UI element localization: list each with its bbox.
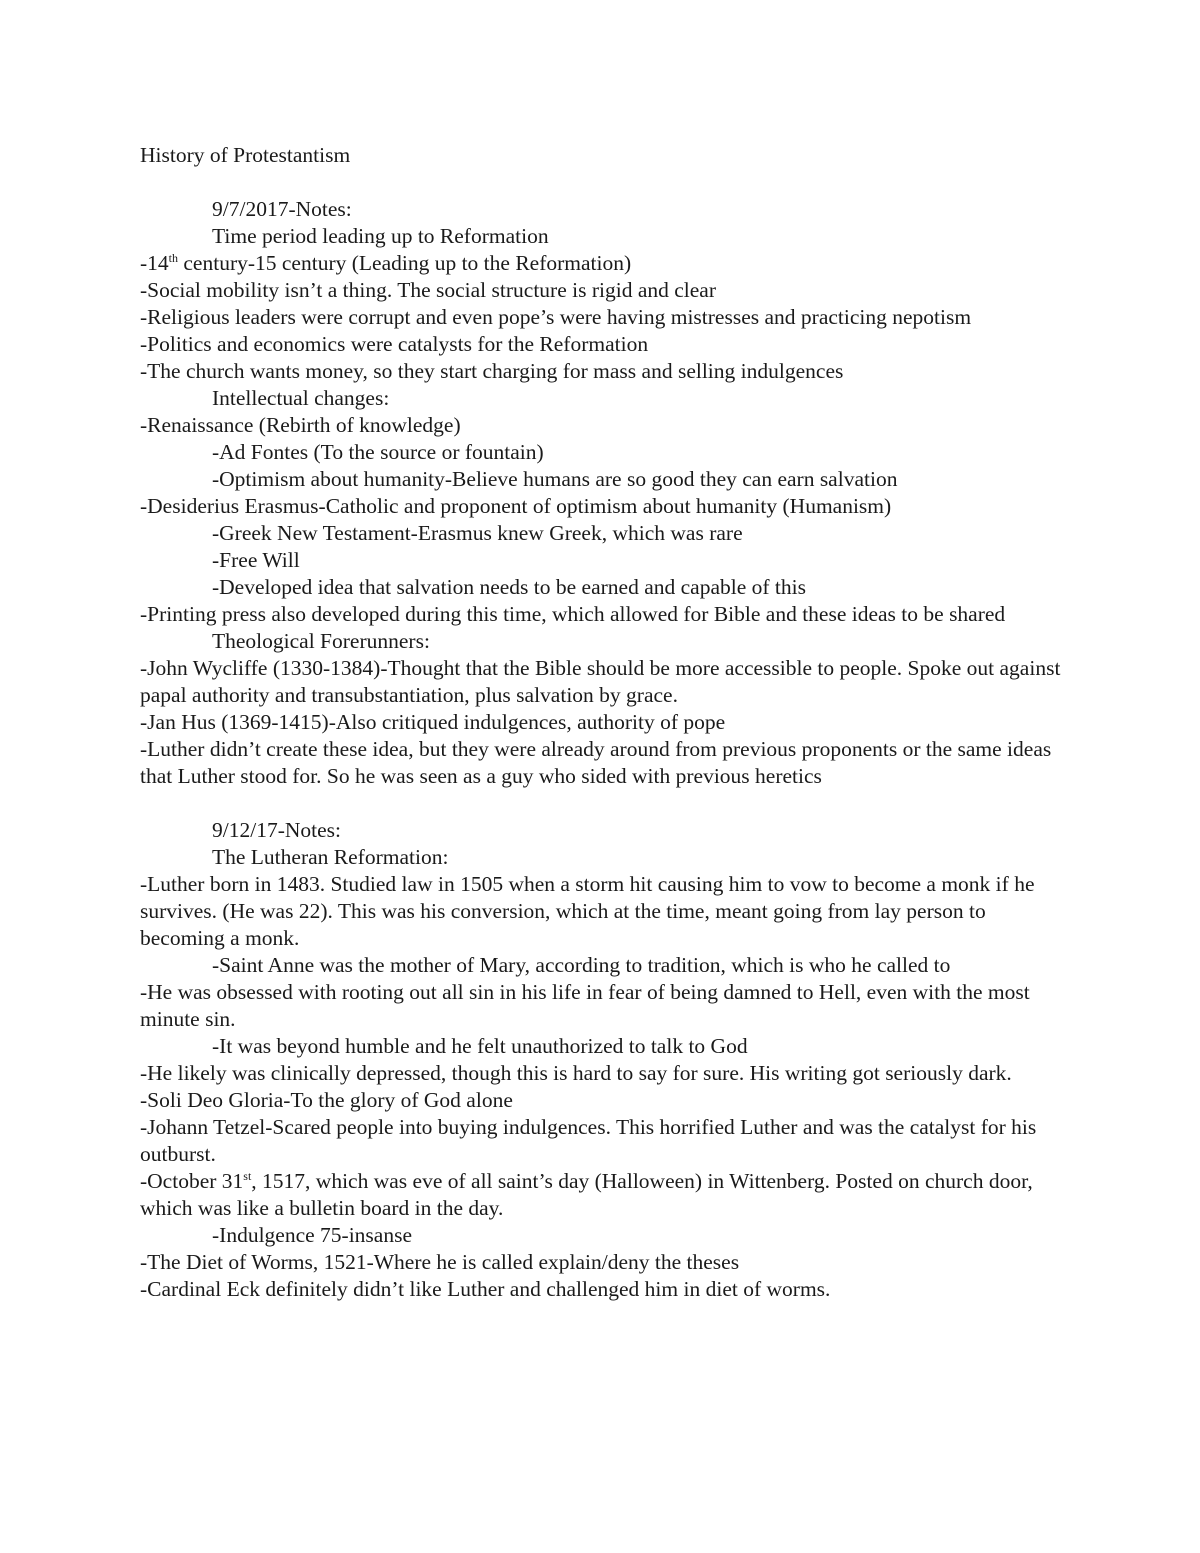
note-line: -Religious leaders were corrupt and even pope’s were having mistresses and practicing nepotism — [140, 305, 972, 329]
document-body — [140, 142, 1070, 1303]
note-subline: -Indulgence 75-insanse — [212, 1223, 412, 1247]
note-text: -October 31 — [140, 1169, 244, 1193]
note-subline: -Saint Anne was the mother of Mary, according to tradition, which is who he called to — [212, 953, 951, 977]
note-subline: -Greek New Testament-Erasmus knew Greek, which was rare — [212, 521, 743, 545]
note-line: -Soli Deo Gloria-To the glory of God alone — [140, 1088, 513, 1112]
superscript: th — [168, 250, 179, 265]
note-subline: -Free Will — [212, 548, 300, 572]
superscript: st — [243, 1168, 252, 1183]
note-line: -Social mobility isn’t a thing. The social structure is rigid and clear — [140, 278, 716, 302]
note-line: -Printing press also developed during this time, which allowed for Bible and these ideas to be shared — [140, 602, 1006, 626]
note-line — [140, 250, 1070, 277]
note-text: -14 — [140, 251, 169, 275]
note-line: -Jan Hus (1369-1415)-Also critiqued indulgences, authority of pope — [140, 710, 726, 734]
section2-date-heading: 9/12/17-Notes: — [212, 818, 341, 842]
note-line: -He was obsessed with rooting out all sin in his life in fear of being damned to Hell, even with the most minute sin. — [140, 980, 1030, 1031]
note-line: -Johann Tetzel-Scared people into buying indulgences. This horrified Luther and was the catalyst for his outburst. — [140, 1115, 1037, 1166]
note-subline: -It was beyond humble and he felt unauthorized to talk to God — [212, 1034, 748, 1058]
section1-topic: Time period leading up to Reformation — [212, 224, 549, 248]
note-line: -Luther born in 1483. Studied law in 1505 when a storm hit causing him to vow to become a monk if he survives. (He was 22). This was his conversion, which at the time, meant going from lay person to becoming a monk. — [140, 872, 1035, 950]
note-text: century-15 century (Leading up to the Reformation) — [178, 251, 632, 275]
note-line: -Cardinal Eck definitely didn’t like Luther and challenged him in diet of worms. — [140, 1277, 831, 1301]
note-line: -Politics and economics were catalysts for the Reformation — [140, 332, 649, 356]
note-line: -The Diet of Worms, 1521-Where he is called explain/deny the theses — [140, 1250, 740, 1274]
note-line: -The church wants money, so they start charging for mass and selling indulgences — [140, 359, 844, 383]
note-line — [140, 1168, 1070, 1222]
note-line: -John Wycliffe (1330-1384)-Thought that the Bible should be more accessible to people. Spoke out against papal authority and transubstantiation, plus salvation by grace. — [140, 656, 1061, 707]
note-subline: -Optimism about humanity-Believe humans are so good they can earn salvation — [212, 467, 898, 491]
note-text: , 1517, which was eve of all saint’s day (Halloween) in Wittenberg. Posted on church door, which was like a bulletin board in the day. — [140, 1169, 1033, 1220]
subheading-intellectual: Intellectual changes: — [212, 386, 390, 410]
section2-topic: The Lutheran Reformation: — [212, 845, 449, 869]
note-line: -Renaissance (Rebirth of knowledge) — [140, 413, 461, 437]
note-subline: -Ad Fontes (To the source or fountain) — [212, 440, 544, 464]
blank-line — [140, 790, 1070, 817]
document-title: History of Protestantism — [140, 143, 351, 167]
blank-line — [140, 169, 1070, 196]
subheading-theological: Theological Forerunners: — [212, 629, 430, 653]
note-line: -Desiderius Erasmus-Catholic and proponent of optimism about humanity (Humanism) — [140, 494, 892, 518]
note-subline: -Developed idea that salvation needs to be earned and capable of this — [212, 575, 807, 599]
section1-date-heading: 9/7/2017-Notes: — [212, 197, 352, 221]
note-line: -He likely was clinically depressed, though this is hard to say for sure. His writing got seriously dark. — [140, 1061, 1012, 1085]
note-line: -Luther didn’t create these idea, but they were already around from previous proponents or the same ideas that Luther stood for. So he was seen as a guy who sided with previous heretics — [140, 737, 1052, 788]
